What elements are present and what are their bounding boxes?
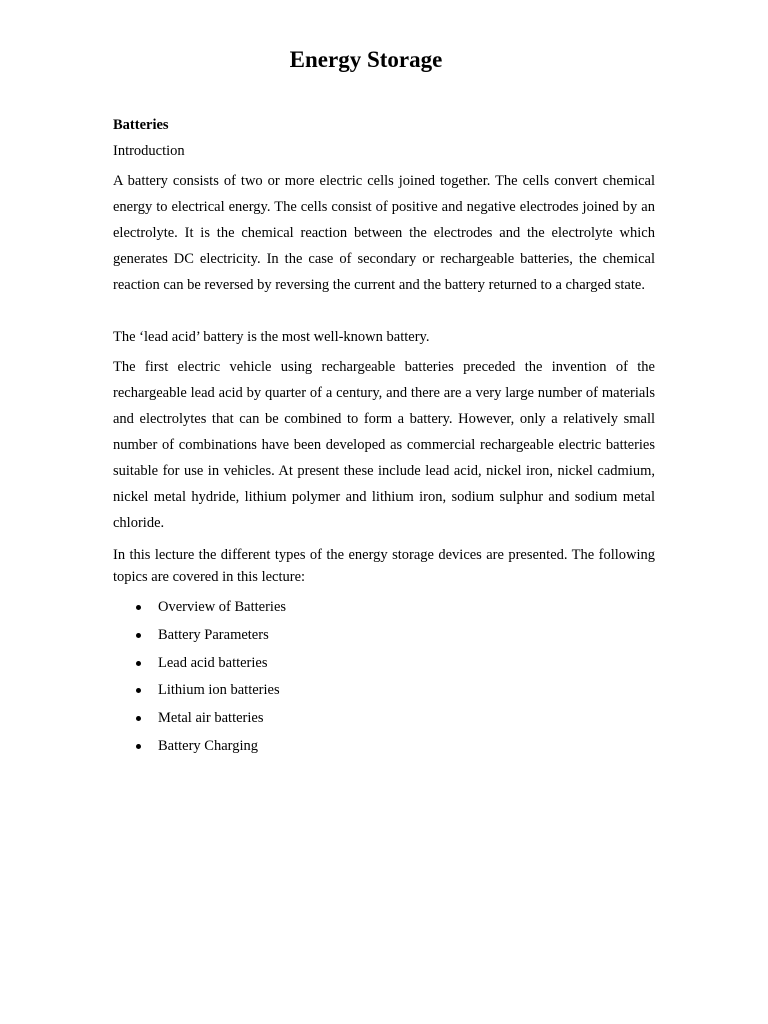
paragraph-lecture-intro: In this lecture the different types of the energy storage devices are presented. The following topics are covered in this lecture:	[113, 547, 655, 585]
list-item-label: Lead acid batteries	[158, 654, 268, 671]
bullet-icon	[136, 688, 141, 693]
list-item-label: Metal air batteries	[158, 710, 264, 727]
bullet-icon	[136, 605, 141, 610]
list-item	[113, 733, 655, 761]
list-item-label: Lithium ion batteries	[158, 682, 280, 699]
list-item	[113, 677, 655, 705]
list-item	[113, 650, 655, 678]
bullet-icon	[136, 716, 141, 721]
document-title: Energy Storage	[289, 47, 443, 72]
list-item	[113, 705, 655, 733]
list-item-label: Battery Parameters	[158, 626, 269, 643]
section-heading: Batteries	[113, 117, 169, 133]
bullet-icon	[136, 633, 141, 638]
subheading: Introduction	[113, 143, 185, 159]
paragraph-lead-acid: The ‘lead acid’ battery is the most well-known battery.	[113, 329, 430, 345]
paragraph-history: The first electric vehicle using rechargeable batteries preceded the invention of the rechargeable lead acid by quarter of a century, and there are a very large number of materials and electrolytes that can be combined to form a battery. However, only a relatively small number of combinations have been developed as commercial rechargeable electric batteries suitable for use in vehicles. At present these include lead acid, nickel iron, nickel cadmium, nickel metal hydride, lithium polymer and lithium iron, sodium sulphur and sodium metal chloride.	[113, 359, 655, 531]
bullet-icon	[136, 661, 141, 666]
list-item-label: Overview of Batteries	[158, 599, 287, 615]
paragraph-battery-definition: A battery consists of two or more electric cells joined together. The cells convert chemical energy to electrical energy. The cells consist of positive and negative electrodes joined by an electrolyte. It is the chemical reaction between the electrodes and the electrolyte which generates DC electricity. In the case of secondary or rechargeable batteries, the chemical reaction can be reversed by reversing the current and the battery returned to a charged state.	[113, 173, 655, 293]
topics-list	[113, 594, 655, 761]
list-item	[113, 594, 655, 622]
list-item-label: Battery Charging	[158, 737, 259, 754]
bullet-icon	[136, 744, 141, 749]
list-item	[113, 622, 655, 650]
